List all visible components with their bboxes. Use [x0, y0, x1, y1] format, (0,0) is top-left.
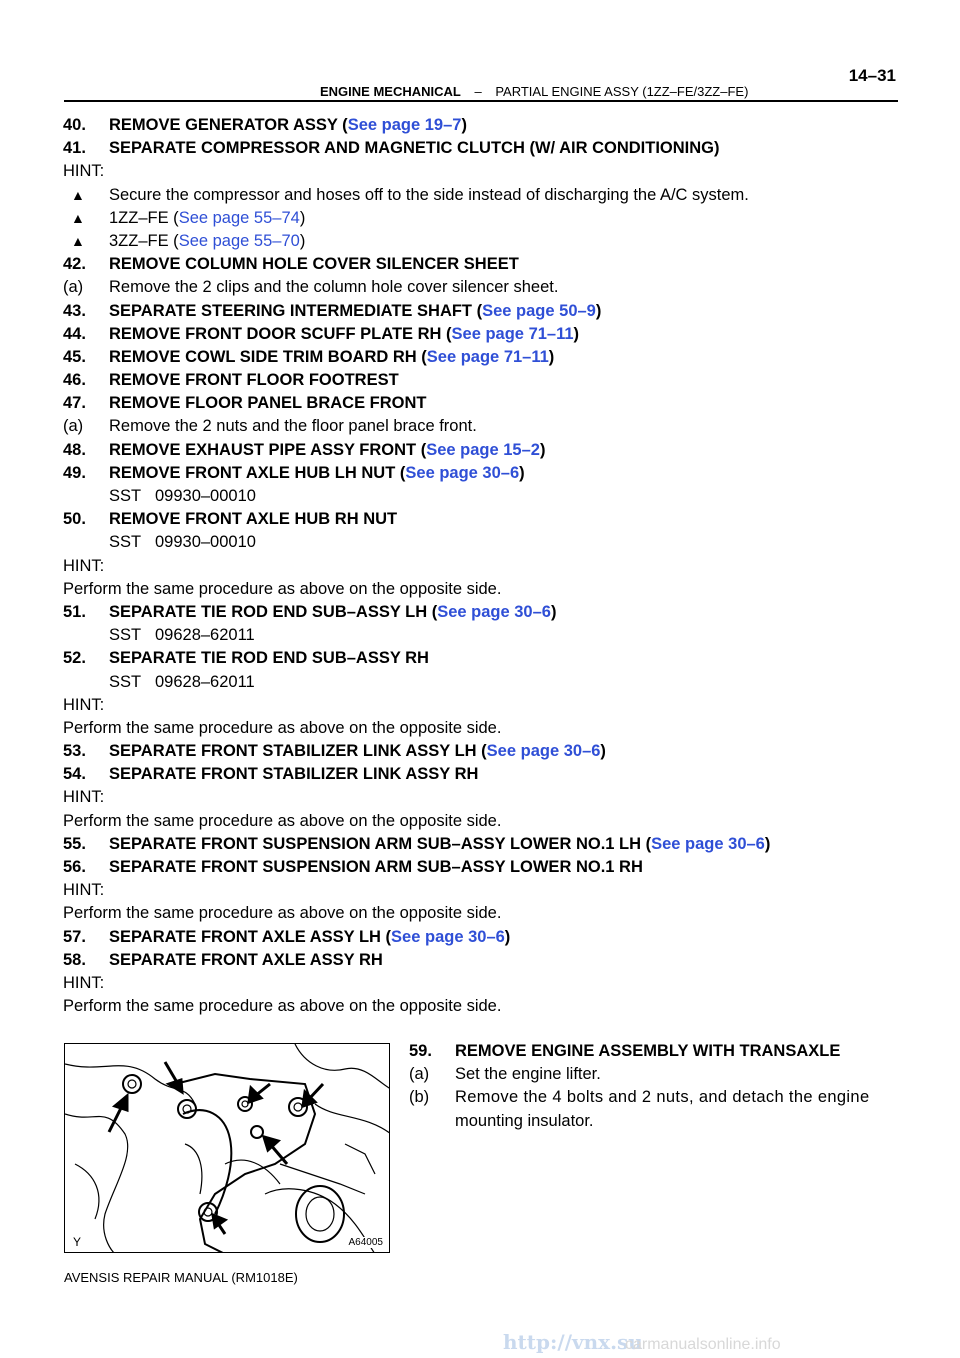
closing-paren: )	[573, 324, 580, 343]
plain-text: Perform the same procedure as above on the opposite side.	[63, 579, 502, 598]
sub-step	[63, 276, 903, 299]
footer-manual: AVENSIS REPAIR MANUAL (RM1018E)	[64, 1270, 298, 1285]
step-text: REMOVE EXHAUST PIPE ASSY FRONT (	[109, 440, 427, 459]
step-text: REMOVE FRONT AXLE HUB RH NUT	[109, 510, 398, 529]
closing-paren: )	[548, 347, 555, 366]
sst-number: 09628–62011	[155, 672, 255, 691]
sub-letter: (a)	[63, 278, 84, 297]
sst-number: 09930–00010	[155, 533, 256, 552]
see-page-link[interactable]: See page 30–6	[651, 834, 765, 853]
closing-paren: )	[595, 301, 602, 320]
sst-line	[63, 671, 903, 694]
step-text: REMOVE COLUMN HOLE COVER SILENCER SHEET	[109, 255, 519, 274]
hint-label	[63, 879, 903, 902]
hint-text	[63, 995, 903, 1018]
sst-line	[63, 624, 903, 647]
hint-bullet	[63, 230, 903, 253]
engine-mount-figure	[64, 1043, 390, 1253]
plain-text: Perform the same procedure as above on the opposite side.	[63, 997, 502, 1016]
step-text: SEPARATE TIE ROD END SUB–ASSY LH (	[109, 602, 438, 621]
step-40	[63, 114, 903, 137]
step-55	[63, 833, 903, 856]
header-separator: –	[474, 84, 482, 99]
hint-label	[63, 694, 903, 717]
step-47	[63, 392, 903, 415]
step-58	[63, 949, 903, 972]
hint-label	[63, 972, 903, 995]
closing-paren: )	[299, 208, 306, 227]
step-number: 55.	[63, 834, 86, 853]
sst-number: 09930–00010	[155, 487, 256, 505]
sub-text: Remove the 2 clips and the column hole cover silencer sheet.	[109, 278, 559, 297]
header-section: ENGINE MECHANICAL	[320, 84, 461, 99]
plain-text: HINT:	[63, 695, 105, 714]
sub-step	[63, 415, 903, 438]
hint-text	[63, 717, 903, 740]
sst-label: SST	[109, 626, 142, 645]
plain-text: Perform the same procedure as above on the opposite side.	[63, 718, 502, 737]
step-text: SEPARATE TIE ROD END SUB–ASSY RH	[109, 649, 429, 668]
step-59-sub-b	[409, 1086, 899, 1109]
step-number: 53.	[63, 742, 86, 761]
step-text: SEPARATE FRONT AXLE ASSY LH (	[109, 927, 392, 946]
header-section-title	[320, 84, 748, 99]
step-number: 51.	[63, 602, 86, 621]
step-text: REMOVE FRONT AXLE HUB LH NUT (	[109, 463, 406, 482]
step-text: REMOVE ENGINE ASSEMBLY WITH TRANSAXLE	[455, 1042, 841, 1060]
sst-line	[63, 531, 903, 554]
see-page-link[interactable]: See page 30–6	[391, 927, 505, 946]
step-number: 45.	[63, 347, 86, 366]
hint-label	[63, 160, 903, 183]
procedure-list	[63, 114, 903, 1018]
step-59-sub-b-cont	[409, 1110, 899, 1133]
step-59-sub-a	[409, 1063, 899, 1086]
closing-paren: )	[600, 742, 606, 761]
step-text: SEPARATE FRONT SUSPENSION ARM SUB–ASSY LOWER NO.1 RH	[109, 858, 643, 876]
step-46	[63, 369, 903, 392]
see-page-link[interactable]: See page 71–11	[426, 347, 549, 366]
figure-id: A64005	[348, 1237, 383, 1248]
see-page-link[interactable]: See page 15–2	[426, 440, 540, 459]
step-text: SEPARATE FRONT STABILIZER LINK ASSY LH (	[109, 742, 487, 761]
step-59-title	[409, 1040, 899, 1063]
step-number: 47.	[63, 394, 86, 413]
step-text: SEPARATE FRONT SUSPENSION ARM SUB–ASSY LOWER NO.1 LH (	[109, 834, 652, 853]
sst-label: SST	[109, 672, 142, 691]
step-59-block	[409, 1040, 899, 1133]
closing-paren: )	[299, 231, 306, 250]
step-51	[63, 601, 903, 624]
plain-text: Perform the same procedure as above on the opposite side.	[63, 904, 502, 923]
see-page-link[interactable]: See page 50–9	[482, 301, 596, 320]
hint-label	[63, 555, 903, 578]
sst-line	[63, 485, 903, 508]
figure-corner-mark: Y	[73, 1235, 82, 1249]
hint-bullet	[63, 207, 903, 230]
step-number: 58.	[63, 950, 86, 969]
step-45	[63, 346, 903, 369]
step-number: 54.	[63, 765, 86, 784]
step-text: SEPARATE FRONT AXLE ASSY RH	[109, 950, 383, 969]
step-number: 40.	[63, 116, 86, 134]
see-page-link[interactable]: See page 30–6	[486, 742, 601, 761]
step-number: 56.	[63, 858, 86, 876]
engine-mount-illustration	[65, 1044, 390, 1253]
hint-text	[63, 902, 903, 925]
step-56	[63, 856, 903, 879]
step-text: REMOVE FLOOR PANEL BRACE FRONT	[109, 394, 427, 413]
step-text: SEPARATE STEERING INTERMEDIATE SHAFT (	[109, 301, 483, 320]
step-number: 44.	[63, 324, 86, 343]
step-48	[63, 439, 903, 462]
hint-label	[63, 786, 903, 809]
see-page-link[interactable]: See page 71–11	[451, 324, 574, 343]
step-43	[63, 300, 903, 323]
step-50	[63, 508, 903, 531]
watermark: carmanualsonline.info	[625, 1336, 781, 1353]
page-number: 14–31	[848, 66, 896, 85]
step-number: 59.	[409, 1042, 432, 1060]
step-text: REMOVE FRONT DOOR SCUFF PLATE RH (	[109, 324, 452, 343]
closing-paren: )	[539, 440, 546, 459]
step-49	[63, 462, 903, 485]
plain-text: Perform the same procedure as above on the opposite side.	[63, 811, 502, 830]
see-page-link[interactable]: See page 55–70	[178, 231, 300, 250]
page-header	[64, 60, 898, 102]
hint-bullet	[63, 184, 903, 207]
closing-paren: )	[461, 116, 467, 134]
step-53	[63, 740, 903, 763]
sub-letter: (b)	[409, 1088, 430, 1107]
step-text: REMOVE COWL SIDE TRIM BOARD RH (	[109, 347, 427, 366]
sub-text: Remove the 2 nuts and the floor panel brace front.	[109, 417, 477, 436]
sub-text: Set the engine lifter.	[455, 1065, 601, 1084]
plain-text: HINT:	[63, 162, 105, 181]
header-rule	[64, 100, 898, 102]
triangle-bullet-icon: ▲	[71, 232, 85, 249]
step-number: 50.	[63, 510, 86, 529]
step-number: 49.	[63, 463, 86, 482]
step-number: 57.	[63, 927, 86, 946]
hint-text	[63, 578, 903, 601]
step-number: 43.	[63, 301, 86, 320]
step-number: 46.	[63, 371, 86, 390]
bullet-text: 3ZZ–FE (	[109, 231, 179, 250]
plain-text: HINT:	[63, 788, 105, 807]
sst-label: SST	[109, 533, 142, 552]
sub-letter: (a)	[63, 417, 84, 436]
sub-text-cont: mounting insulator.	[455, 1111, 594, 1130]
triangle-bullet-icon: ▲	[71, 186, 85, 203]
plain-text: HINT:	[63, 881, 105, 900]
closing-paren: )	[550, 602, 557, 621]
closing-paren: )	[519, 463, 525, 482]
header-subsection: PARTIAL ENGINE ASSY (1ZZ–FE/3ZZ–FE)	[495, 84, 749, 99]
step-number: 41.	[63, 139, 86, 158]
step-text: SEPARATE FRONT STABILIZER LINK ASSY RH	[109, 765, 479, 784]
step-54	[63, 763, 903, 786]
hint-text	[63, 810, 903, 833]
step-text: REMOVE GENERATOR ASSY (	[109, 116, 348, 134]
sst-label: SST	[109, 487, 142, 505]
see-page-link[interactable]: See page 19–7	[347, 116, 462, 134]
step-number: 48.	[63, 440, 86, 459]
bullet-text: 1ZZ–FE (	[109, 208, 179, 227]
step-number: 52.	[63, 649, 86, 668]
plain-text: HINT:	[63, 556, 105, 575]
step-44	[63, 323, 903, 346]
step-52	[63, 647, 903, 670]
sub-letter: (a)	[409, 1065, 430, 1084]
see-page-link[interactable]: See page 30–6	[405, 463, 520, 482]
step-41	[63, 137, 903, 160]
step-42	[63, 253, 903, 276]
see-page-link[interactable]: See page 55–74	[178, 208, 300, 227]
closing-paren: )	[504, 927, 511, 946]
triangle-bullet-icon: ▲	[71, 209, 85, 226]
sub-text: Remove the 4 bolts and 2 nuts, and detach the engine	[455, 1088, 870, 1107]
step-57	[63, 926, 903, 949]
step-text: SEPARATE COMPRESSOR AND MAGNETIC CLUTCH (W/ AIR CONDITIONING)	[109, 139, 720, 158]
step-number: 42.	[63, 255, 86, 274]
step-text: REMOVE FRONT FLOOR FOOTREST	[109, 371, 399, 390]
plain-text: HINT:	[63, 973, 105, 992]
see-page-link[interactable]: See page 30–6	[437, 602, 551, 621]
footer-link[interactable]: http://vnx.su	[503, 1330, 643, 1354]
sst-number: 09628–62011	[155, 626, 255, 645]
bullet-text: Secure the compressor and hoses off to the side instead of discharging the A/C system.	[109, 185, 749, 204]
closing-paren: )	[764, 834, 771, 853]
